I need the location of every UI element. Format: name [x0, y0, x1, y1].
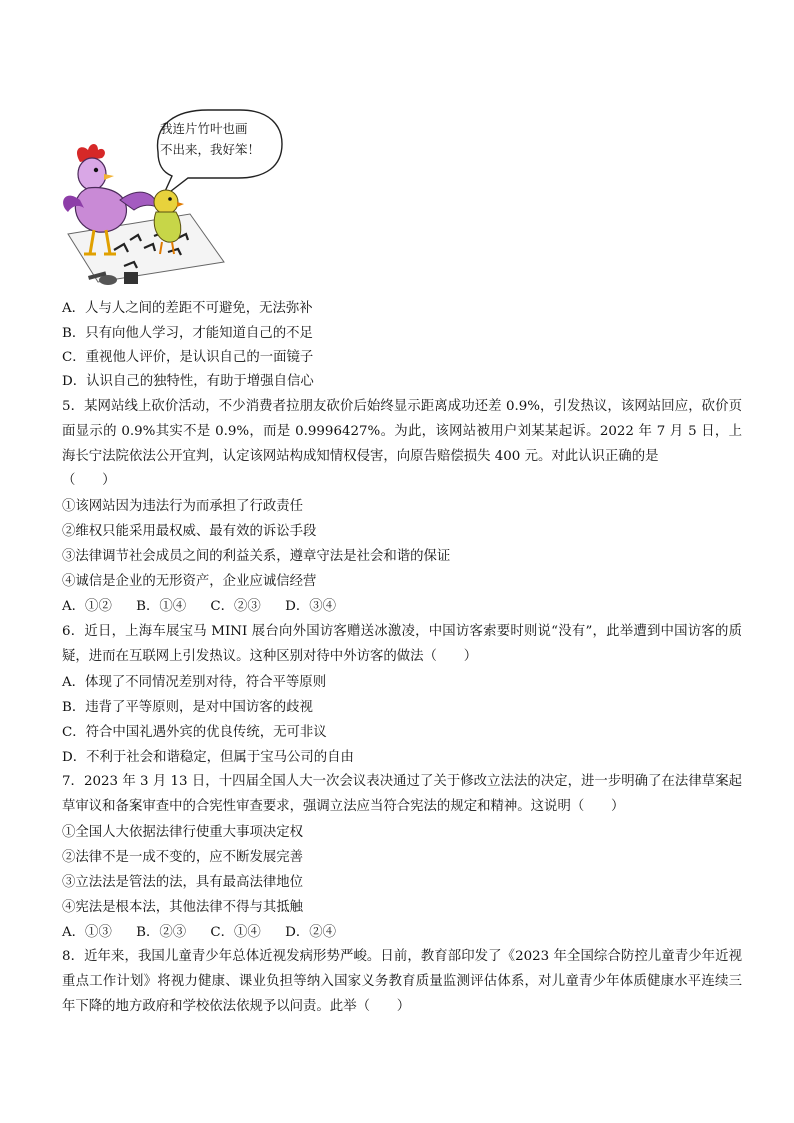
q6-option-c: C．符合中国礼遇外宾的优良传统，无可非议: [62, 725, 327, 740]
q5-option-c: C．②③: [210, 599, 261, 614]
q5-option-a: A．①②: [62, 599, 112, 614]
q6-option-d: D．不利于社会和谐稳定，但属于宝马公司的自由: [62, 750, 354, 765]
ink-bottle: [124, 272, 138, 284]
q5-answer-paren: （ ）: [62, 473, 116, 488]
q8-stem: 8．近年来，我国儿童青少年总体近视发病形势严峻。日前，教育部印发了《2023 年全国综合防控儿童青少年近视重点工作计划》将视力健康、课业负担等纳入国家义务教育质量监测评估体系，对儿童青少年体质健康水平连续三年下降的地方政府和学校依法依规予以问责。此举（ ）: [62, 949, 742, 1014]
q5-statement-4: ④诚信是企业的无形资产，企业应诚信经营: [62, 574, 317, 589]
speech-bubble-text: [160, 118, 268, 160]
q7-option-c: C．①④: [210, 925, 261, 940]
q5-statement-3: ③法律调节社会成员之间的利益关系，遵章守法是社会和谐的保证: [62, 549, 451, 564]
q6-option-b: B．违背了平等原则，是对中国访客的歧视: [62, 700, 313, 715]
q7-option-d: D．②④: [285, 925, 336, 940]
q4-option-d: D．认识自己的独特性，有助于增强自信心: [62, 374, 314, 389]
q4-option-c: C．重视他人评价，是认识自己的一面镜子: [62, 350, 314, 365]
q5-stem: 5．某网站线上砍价活动，不少消费者拉朋友砍价后始终显示距离成功还差 0.9%，引发热议，该网站回应，砍价页面显示的 0.9%其实不是 0.9%，而是 0.9996427%。为此，该网站被用户刘某某起诉。2022 年 7 月 5 日，上海长宁法院依法公开宜判，认定该网站构成知情权侵害，向原告赔偿损失 400 元。对此认识正确的是: [62, 399, 742, 464]
q5-option-d: D．③④: [285, 599, 336, 614]
q7-option-a: A．①③: [62, 925, 112, 940]
q7-statement-3: ③立法法是管法的法，具有最高法律地位: [62, 875, 304, 890]
q7-option-b: B．②③: [136, 925, 187, 940]
q7-options: [62, 924, 336, 942]
q7-statement-4: ④宪法是根本法，其他法律不得与其抵触: [62, 900, 304, 915]
q5-option-b: B．①④: [136, 599, 187, 614]
bubble-line-1: 我连片竹叶也画: [160, 121, 248, 136]
q4-option-a: A．人与人之间的差距不可避免，无法弥补: [62, 301, 313, 316]
q6-stem: 6．近日，上海车展宝马 MINI 展台向外国访客赠送冰激凌，中国访客索要时则说“没有”，此举遭到中国访客的质疑，进而在互联网上引发热议。这种区别对待中外访客的做法（ ）: [62, 624, 742, 664]
bubble-line-2: 不出来，我好笨！: [160, 142, 261, 157]
q5-statement-1: ①该网站因为违法行为而承担了行政责任: [62, 499, 304, 514]
q5-statement-2: ②维权只能采用最权威、最有效的诉讼手段: [62, 524, 317, 539]
q7-stem: 7．2023 年 3 月 13 日，十四届全国人大一次会议表决通过了关于修改立法法的决定，进一步明确了在法律草案起草审议和备案审查中的合宪性审查要求，强调立法应当符合宪法的规定和精神。这说明（ ）: [62, 774, 742, 814]
q7-statement-2: ②法律不是一成不变的，应不断发展完善: [62, 850, 304, 865]
q7-statement-1: ①全国人大依据法律行使重大事项决定权: [62, 825, 304, 840]
q6-option-a: A．体现了不同情况差别对待，符合平等原则: [62, 675, 327, 690]
q4-option-b: B．只有向他人学习，才能知道自己的不足: [62, 326, 313, 341]
q5-options: [62, 598, 336, 616]
